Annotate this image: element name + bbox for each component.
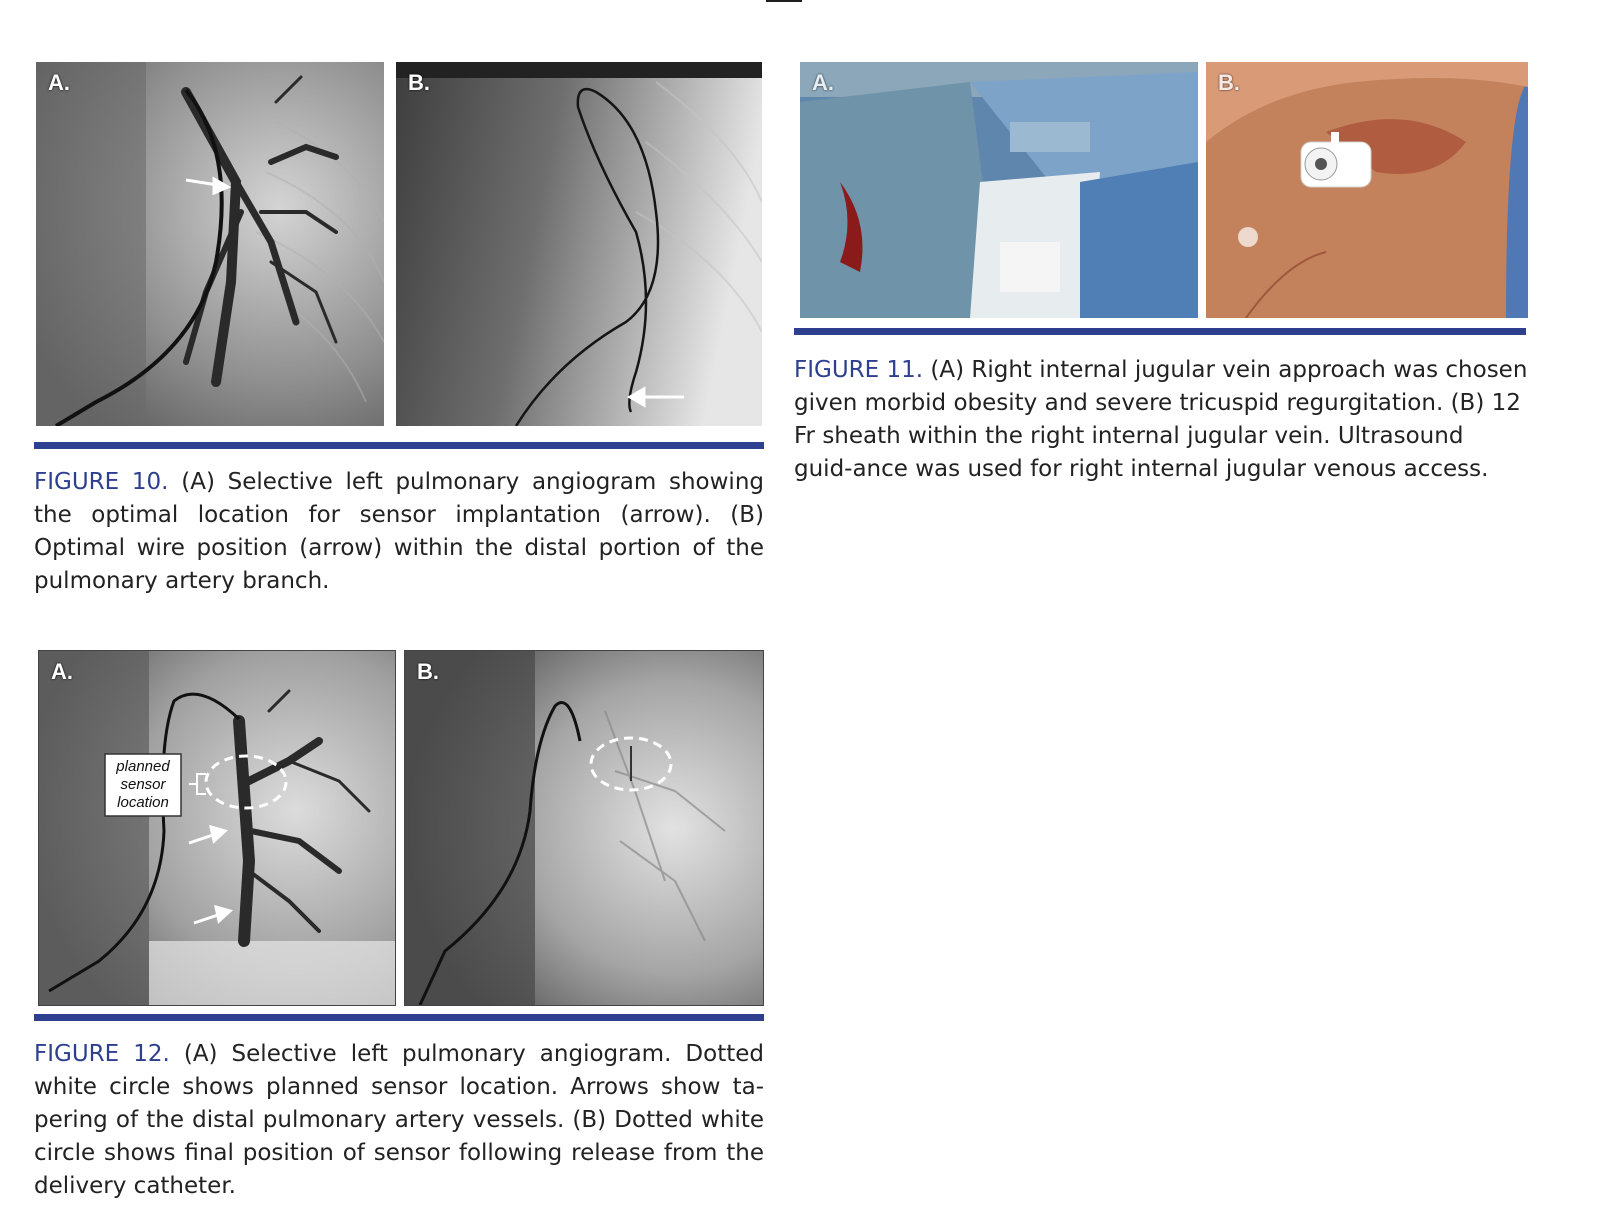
figure11-panel-b-letter: B. [1218, 70, 1240, 95]
figure12-rule [34, 1014, 764, 1021]
figure11-panel-a-letter: A. [812, 70, 834, 95]
figure10-label: FIGURE 10. [34, 469, 169, 495]
figure10-panel-b-fluoroscopy [396, 62, 762, 426]
figure12-caption [34, 1038, 764, 1203]
figure12-panel-a-angiogram [38, 650, 396, 1006]
figure10-caption [34, 466, 764, 598]
figure10-panel-a-angiogram [36, 62, 384, 426]
figure11-panel-b-photo [1206, 62, 1528, 318]
annotation-line-planned: planned [116, 758, 170, 775]
page-top-mark [766, 0, 802, 2]
figure12-panel-a-letter: A. [51, 659, 73, 684]
figure12-panel-b-fluoroscopy [404, 650, 764, 1006]
figure10-caption-text: (A) Selective left pulmonary angiogram showing the optimal location for sensor implantation (arrow). (B) Optimal wire position (arrow) within the distal portion of the pulmonary artery branch. [34, 469, 764, 594]
figure11-label: FIGURE 11. [794, 357, 924, 383]
figure11-panel-a-photo [800, 62, 1198, 318]
figure10-panel-a-letter: A. [48, 70, 70, 95]
figure11-caption [794, 354, 1528, 486]
figure10-panel-b-letter: B. [408, 70, 430, 95]
figure11-caption-text: (A) Right internal jugular vein approach was chosen given morbid obesity and severe tricuspid regurgitation. (B) 12 Fr sheath within the right internal jugular vein. Ultrasound guid-ance was used for right internal jugular venous access. [794, 357, 1528, 482]
figure12-label: FIGURE 12. [34, 1041, 170, 1067]
figure12-panel-b-letter: B. [417, 659, 439, 684]
figure11-rule [794, 328, 1526, 335]
annotation-line-sensor: sensor [120, 776, 166, 793]
figure10-rule [34, 442, 764, 449]
figure12-caption-text: (A) Selective left pulmonary angiogram. Dotted white circle shows planned sensor location. Arrows show ta-pering of the distal pulmonary artery vessels. (B) Dotted white circle shows final position of sensor following release from the delivery catheter. [34, 1041, 765, 1199]
planned-sensor-annotation [105, 754, 181, 816]
annotation-line-location: location [117, 794, 169, 811]
